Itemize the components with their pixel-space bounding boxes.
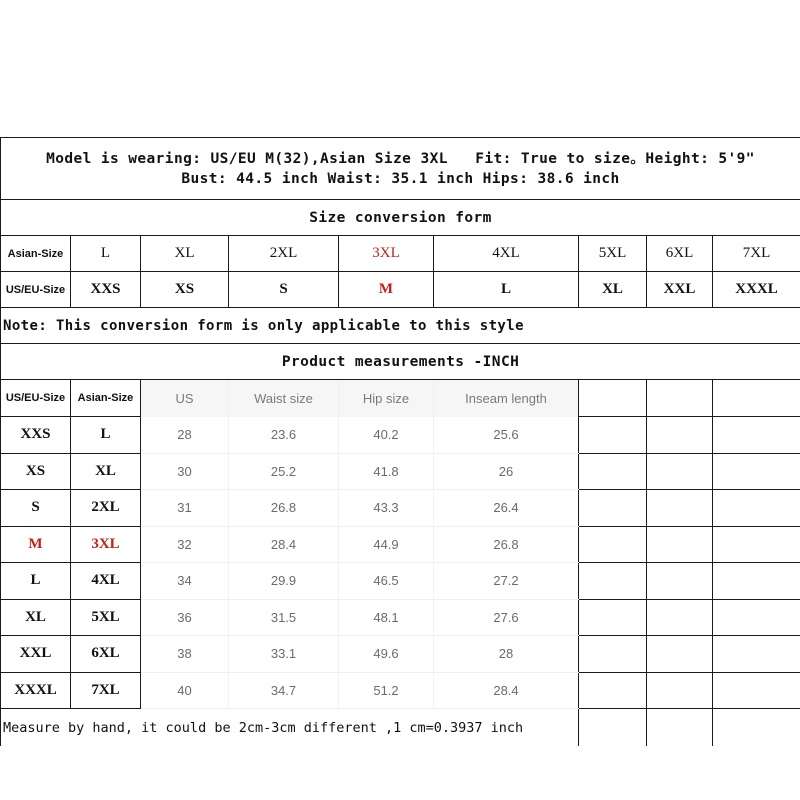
footer-note: Measure by hand, it could be 2cm-3cm different ,1 cm=0.3937 inch [1, 709, 579, 747]
table-row [1, 599, 800, 636]
us-value: 40 [141, 672, 229, 709]
table-row [1, 563, 800, 600]
table-row [1, 417, 800, 454]
hip-value: 51.2 [339, 672, 434, 709]
empty-cell [579, 636, 647, 673]
asian-size: 2XL [71, 490, 141, 527]
waist-value: 31.5 [229, 599, 339, 636]
footer-row [1, 709, 800, 747]
asian-size: XL [71, 453, 141, 490]
hip-value: 49.6 [339, 636, 434, 673]
asian-size-cell: 5XL [579, 236, 647, 272]
us-size-cell: L [434, 272, 579, 308]
table-row [1, 636, 800, 673]
empty-cell [647, 417, 713, 454]
us-eu-size: XXXL [1, 672, 71, 709]
model-info-line1: Model is wearing: US/EU M(32),Asian Size 3XL Fit: True to size。Height: 5'9" [46, 150, 755, 167]
us-size-row [1, 272, 800, 308]
asian-size-cell: 7XL [713, 236, 800, 272]
asian-size-highlight: 3XL [71, 526, 141, 563]
empty-cell [647, 672, 713, 709]
empty-cell [579, 453, 647, 490]
empty-cell [579, 490, 647, 527]
size-chart [0, 137, 800, 746]
us-eu-size: S [1, 490, 71, 527]
us-value: 38 [141, 636, 229, 673]
model-info-row [1, 138, 800, 200]
asian-size: L [71, 417, 141, 454]
header-us-eu-size: US/EU-Size [1, 380, 71, 417]
waist-value: 25.2 [229, 453, 339, 490]
conversion-title-row [1, 200, 800, 236]
hip-value: 46.5 [339, 563, 434, 600]
us-eu-size: XS [1, 453, 71, 490]
size-chart-table [0, 137, 800, 746]
waist-value: 29.9 [229, 563, 339, 600]
conversion-title: Size conversion form [1, 200, 800, 236]
asian-size-cell: 2XL [229, 236, 339, 272]
header-hip-size: Hip size [339, 380, 434, 417]
us-value: 28 [141, 417, 229, 454]
empty-cell [713, 417, 800, 454]
empty-cell [713, 563, 800, 600]
measurements-header-row [1, 380, 800, 417]
table-row [1, 453, 800, 490]
us-eu-size: XL [1, 599, 71, 636]
us-eu-size: XXS [1, 417, 71, 454]
empty-cell [713, 380, 800, 417]
empty-cell [647, 490, 713, 527]
note-text: Note: This conversion form is only applicable to this style [1, 308, 800, 344]
note-row [1, 308, 800, 344]
asian-size: 7XL [71, 672, 141, 709]
empty-cell [713, 709, 800, 747]
waist-value: 28.4 [229, 526, 339, 563]
us-value: 30 [141, 453, 229, 490]
hip-value: 41.8 [339, 453, 434, 490]
empty-cell [579, 380, 647, 417]
asian-size-cell: XL [141, 236, 229, 272]
asian-size-cell: L [71, 236, 141, 272]
inseam-value: 26.4 [434, 490, 579, 527]
table-row-highlight [1, 526, 800, 563]
us-size-label: US/EU-Size [1, 272, 71, 308]
inseam-value: 28 [434, 636, 579, 673]
empty-cell [647, 599, 713, 636]
hip-value: 44.9 [339, 526, 434, 563]
asian-size: 5XL [71, 599, 141, 636]
inseam-value: 26.8 [434, 526, 579, 563]
inseam-value: 25.6 [434, 417, 579, 454]
asian-size-cell: 4XL [434, 236, 579, 272]
asian-size-row [1, 236, 800, 272]
empty-cell [713, 453, 800, 490]
measurements-title-row [1, 344, 800, 380]
us-value: 34 [141, 563, 229, 600]
empty-cell [713, 672, 800, 709]
empty-cell [579, 599, 647, 636]
empty-cell [579, 563, 647, 600]
us-eu-size: L [1, 563, 71, 600]
asian-size-cell-highlight: 3XL [339, 236, 434, 272]
waist-value: 34.7 [229, 672, 339, 709]
us-value: 31 [141, 490, 229, 527]
empty-cell [647, 453, 713, 490]
hip-value: 40.2 [339, 417, 434, 454]
header-waist-size: Waist size [229, 380, 339, 417]
asian-size: 6XL [71, 636, 141, 673]
header-us: US [141, 380, 229, 417]
hip-value: 43.3 [339, 490, 434, 527]
table-row [1, 672, 800, 709]
model-info-line2: Bust: 44.5 inch Waist: 35.1 inch Hips: 38.6 inch [181, 170, 620, 187]
empty-cell [647, 636, 713, 673]
empty-cell [713, 490, 800, 527]
inseam-value: 26 [434, 453, 579, 490]
empty-cell [579, 672, 647, 709]
waist-value: 26.8 [229, 490, 339, 527]
us-value: 36 [141, 599, 229, 636]
measurements-title: Product measurements -INCH [1, 344, 800, 380]
us-size-cell: S [229, 272, 339, 308]
waist-value: 23.6 [229, 417, 339, 454]
empty-cell [713, 526, 800, 563]
us-size-cell: XXXL [713, 272, 800, 308]
empty-cell [647, 526, 713, 563]
table-row [1, 490, 800, 527]
inseam-value: 27.6 [434, 599, 579, 636]
empty-cell [647, 563, 713, 600]
us-size-cell: XXL [647, 272, 713, 308]
hip-value: 48.1 [339, 599, 434, 636]
empty-cell [647, 709, 713, 747]
asian-size-label: Asian-Size [1, 236, 71, 272]
us-size-cell: XXS [71, 272, 141, 308]
us-eu-size: XXL [1, 636, 71, 673]
us-size-cell-highlight: M [339, 272, 434, 308]
inseam-value: 28.4 [434, 672, 579, 709]
empty-cell [647, 380, 713, 417]
us-value: 32 [141, 526, 229, 563]
waist-value: 33.1 [229, 636, 339, 673]
inseam-value: 27.2 [434, 563, 579, 600]
us-size-cell: XS [141, 272, 229, 308]
model-info [1, 138, 800, 200]
asian-size: 4XL [71, 563, 141, 600]
header-inseam-length: Inseam length [434, 380, 579, 417]
header-asian-size: Asian-Size [71, 380, 141, 417]
empty-cell [713, 599, 800, 636]
empty-cell [713, 636, 800, 673]
empty-cell [579, 526, 647, 563]
empty-cell [579, 709, 647, 747]
asian-size-cell: 6XL [647, 236, 713, 272]
us-size-cell: XL [579, 272, 647, 308]
us-eu-size-highlight: M [1, 526, 71, 563]
empty-cell [579, 417, 647, 454]
